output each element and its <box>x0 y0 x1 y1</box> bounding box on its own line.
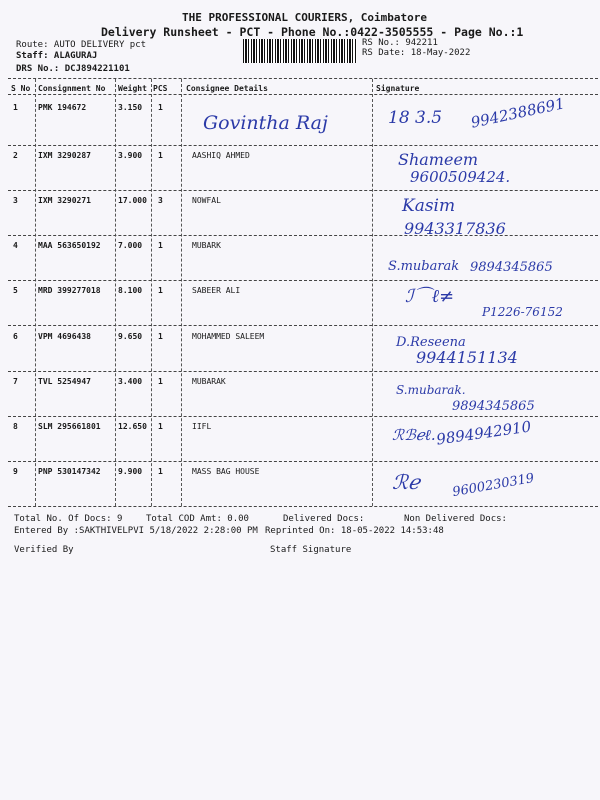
row-4-handwritten-phone: 9894345865 <box>470 260 553 275</box>
row-2-handwritten-phone: 9600509424. <box>410 168 511 186</box>
row-2-handwritten-name: Shameem <box>398 150 479 169</box>
row-5-consignment: MRD 399277018 <box>38 286 101 295</box>
rs-number: RS No.: 942211 <box>362 38 438 48</box>
rs-date: RS Date: 18-May-2022 <box>362 48 471 58</box>
row-3-pcs: 3 <box>158 196 163 205</box>
row-8-handwritten-phone: 9894942910 <box>435 417 533 449</box>
row-7-sno: 7 <box>13 377 18 386</box>
staff-signature: Staff Signature <box>270 545 352 555</box>
row-3-handwritten-name: Kasim <box>402 196 456 216</box>
col-sno: S No <box>11 84 31 93</box>
row-4-weight: 7.000 <box>118 241 143 250</box>
row-5-handwritten-code: P1226-76152 <box>482 305 563 319</box>
col-consignment: Consignment No <box>38 84 106 93</box>
drs-number: DRS No.: DCJ894221101 <box>16 64 130 74</box>
row-3-handwritten-phone: 9943317836 <box>404 219 506 238</box>
row-3-sno: 3 <box>13 196 18 205</box>
route-label: Route: AUTO DELIVERY pct <box>16 40 147 50</box>
row-8-pcs: 1 <box>158 422 163 431</box>
row-8-consignee: IIFL <box>192 422 212 431</box>
non-delivered-docs: Non Delivered Docs: <box>404 514 507 524</box>
row-2-consignee: AASHIQ AHMED <box>192 151 250 160</box>
row-4-pcs: 1 <box>158 241 163 250</box>
row-6-handwritten-phone: 9944151134 <box>416 348 518 367</box>
total-docs: Total No. Of Docs: 9 <box>14 514 123 524</box>
row-7-handwritten-phone: 9894345865 <box>452 399 535 414</box>
row-8-weight: 12.650 <box>118 422 147 431</box>
row-9-pcs: 1 <box>158 467 163 476</box>
delivered-docs: Delivered Docs: <box>283 514 365 524</box>
row-4-consignment: MAA 563650192 <box>38 241 101 250</box>
row-8-signature-scribble: ℛℬℯℓ. <box>392 426 436 444</box>
row-5-signature-scribble: ℐ⌒ℓ≠ <box>405 286 455 307</box>
row-4-consignee: MUBARK <box>192 241 221 250</box>
row-4-handwritten-name: S.mubarak <box>388 259 460 274</box>
col-signature: Signature <box>376 84 420 93</box>
runsheet-title: Delivery Runsheet - PCT - Phone No.:0422-3505555 - Page No.:1 <box>101 25 524 39</box>
row-9-sno: 9 <box>13 467 18 476</box>
verified-by: Verified By <box>14 545 74 555</box>
row-2-pcs: 1 <box>158 151 163 160</box>
row-7-pcs: 1 <box>158 377 163 386</box>
row-9-consignment: PNP 530147342 <box>38 467 101 476</box>
row-7-consignment: TVL 5254947 <box>38 377 91 386</box>
row-1-sno: 1 <box>13 103 18 112</box>
row-8-consignment: SLM 295661801 <box>38 422 101 431</box>
row-6-handwritten-name: D.Reseena <box>396 335 466 350</box>
row-9-signature-scribble: ℛℯ <box>392 470 420 494</box>
entered-by: Entered By :SAKTHIVELPVI 5/18/2022 2:28:00 PM <box>14 526 258 536</box>
row-7-consignee: MUBARAK <box>192 377 226 386</box>
row-6-sno: 6 <box>13 332 18 341</box>
row-9-consignee: MASS BAG HOUSE <box>192 467 260 476</box>
row-7-weight: 3.400 <box>118 377 143 386</box>
row-7-handwritten-name: S.mubarak. <box>396 383 466 397</box>
row-2-consignment: IXM 3290287 <box>38 151 91 160</box>
row-5-pcs: 1 <box>158 286 163 295</box>
row-6-consignee: MOHAMMED SALEEM <box>192 332 265 341</box>
row-1-weight: 3.150 <box>118 103 143 112</box>
reprinted-on: Reprinted On: 18-05-2022 14:53:48 <box>265 526 444 536</box>
company-name: THE PROFESSIONAL COURIERS, Coimbatore <box>182 11 428 24</box>
row-9-weight: 9.900 <box>118 467 143 476</box>
row-3-consignee: NOWFAL <box>192 196 221 205</box>
total-cod-amount: Total COD Amt: 0.00 <box>146 514 249 524</box>
row-1-consignment: PMK 194672 <box>38 103 87 112</box>
row-6-weight: 9.650 <box>118 332 143 341</box>
row-3-weight: 17.000 <box>118 196 147 205</box>
row-3-consignment: IXM 3290271 <box>38 196 91 205</box>
col-consignee: Consignee Details <box>186 84 268 93</box>
staff-label: Staff: ALAGURAJ <box>16 51 98 61</box>
row-1-signature: 18 3.5 <box>388 108 443 128</box>
col-weight: Weight <box>118 84 147 93</box>
row-5-sno: 5 <box>13 286 18 295</box>
row-6-pcs: 1 <box>158 332 163 341</box>
row-2-sno: 2 <box>13 151 18 160</box>
row-1-handwritten-phone: 9942388691 <box>469 94 567 132</box>
col-pcs: PCS <box>153 84 168 93</box>
row-6-consignment: VPM 4696438 <box>38 332 91 341</box>
row-1-handwritten-name: Govintha Raj <box>203 112 328 134</box>
row-1-pcs: 1 <box>158 103 163 112</box>
row-4-sno: 4 <box>13 241 18 250</box>
row-8-sno: 8 <box>13 422 18 431</box>
barcode <box>243 39 357 63</box>
row-9-handwritten-phone: 9600230319 <box>451 470 536 501</box>
row-5-consignee: SABEER ALI <box>192 286 241 295</box>
row-5-weight: 8.100 <box>118 286 143 295</box>
row-2-weight: 3.900 <box>118 151 143 160</box>
